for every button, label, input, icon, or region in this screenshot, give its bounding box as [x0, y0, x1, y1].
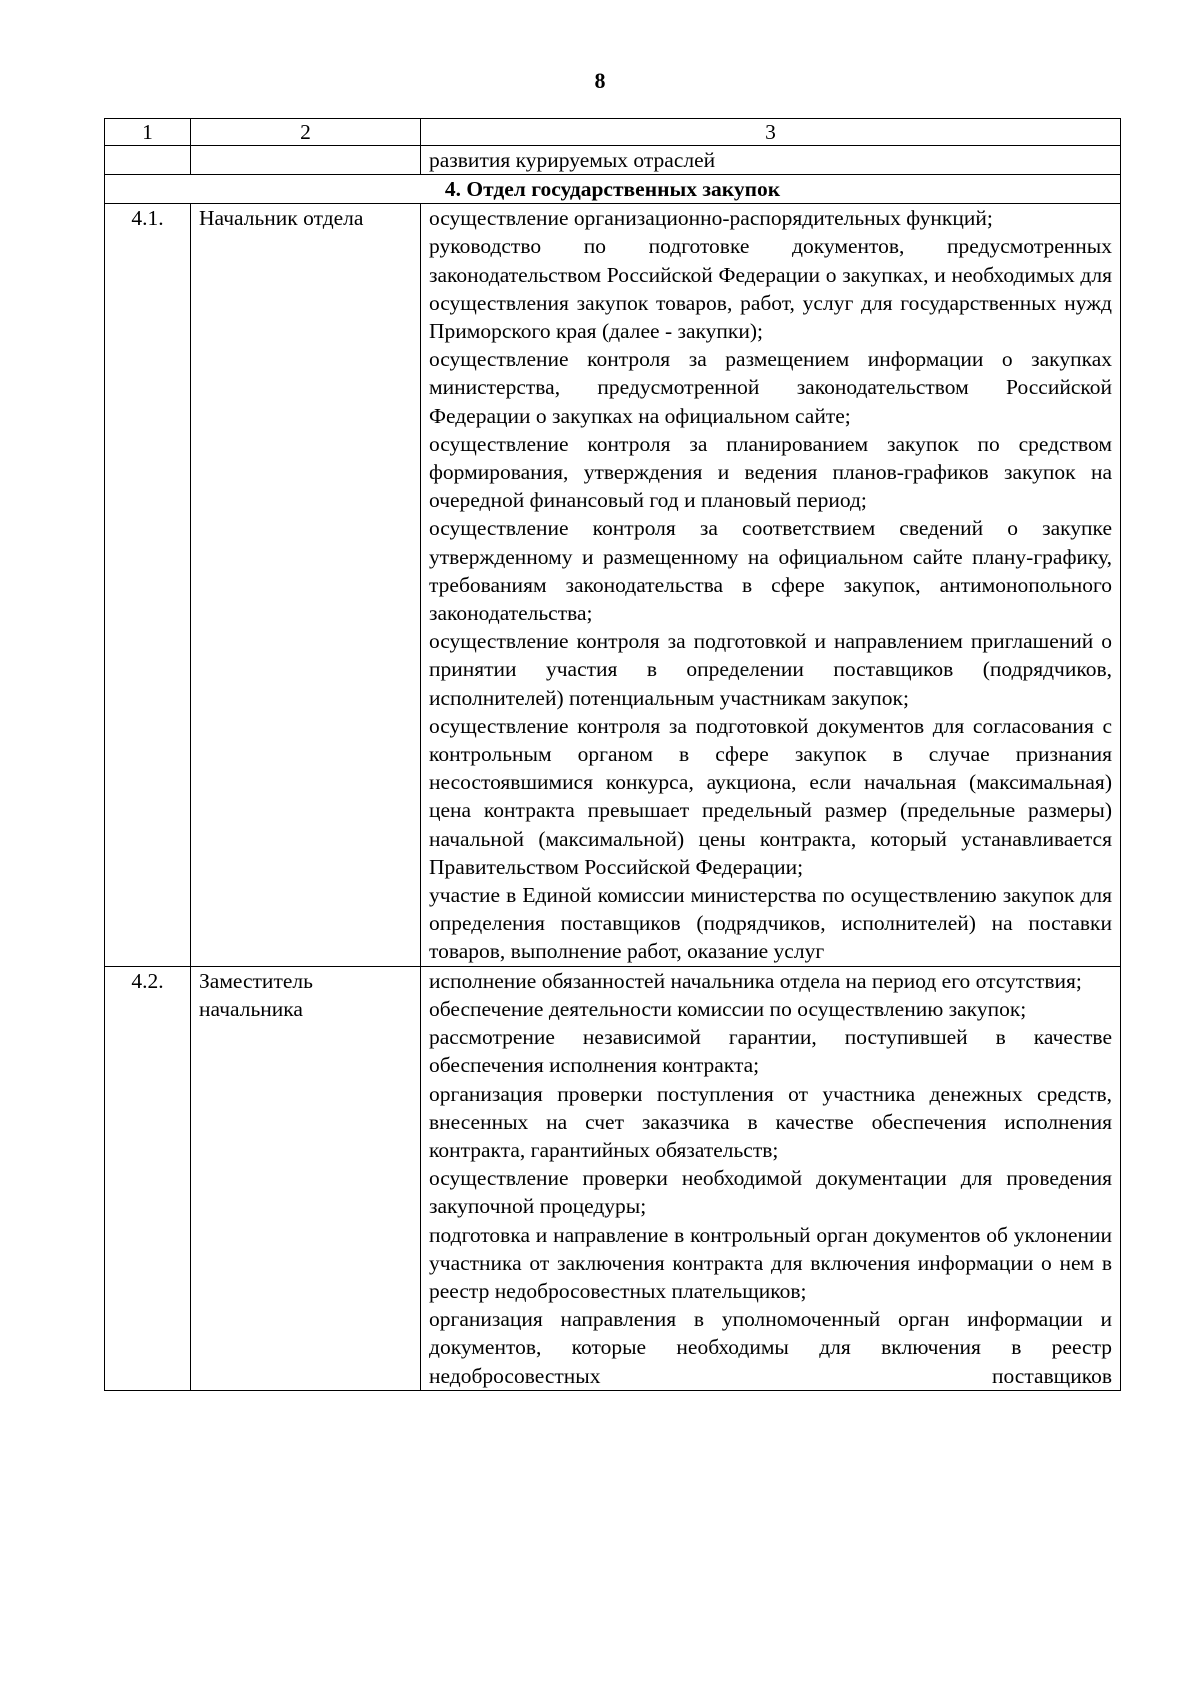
row-number: 4.1.	[105, 204, 191, 966]
row-duties	[421, 204, 1121, 966]
row-role: Заместитель начальника	[191, 966, 421, 1390]
duty-item: руководство по подготовке документов, предусмотренных законодательством Российской Федерации о закупках, и необходимых для осуществления закупок товаров, работ, услуг для государственных нужд Приморского края (далее - закупки);	[429, 234, 1112, 344]
continuation-empty-cell	[105, 146, 191, 175]
row-role: Начальник отдела	[191, 204, 421, 966]
duty-item: рассмотрение независимой гарантии, поступившей в качестве обеспечения исполнения контракта;	[429, 1025, 1112, 1078]
duty-item: исполнение обязанностей начальника отдела на период его отсутствия;	[429, 968, 1082, 993]
duty-item: организация направления в уполномоченный орган информации и документов, которые необходимы для включения в реестр недобросовестных поставщиков	[429, 1307, 1112, 1388]
duty-item: осуществление организационно-распорядительных функций;	[429, 206, 993, 231]
duty-item: организация проверки поступления от участника денежных средств, внесенных на счет заказчика в качестве обеспечения исполнения контракта, гарантийных обязательств;	[429, 1081, 1112, 1162]
duty-item: осуществление проверки необходимой документации для проведения закупочной процедуры;	[429, 1166, 1112, 1219]
continuation-text: развития курируемых отраслей	[421, 146, 1121, 175]
row-duties	[421, 966, 1121, 1390]
table-row	[105, 204, 1121, 966]
duty-item: осуществление контроля за планированием закупок по средством формирования, утверждения и ведения планов-графиков закупок на очередной финансовый год и плановый период;	[429, 431, 1112, 513]
column-number-2: 2	[191, 119, 421, 146]
row-number: 4.2.	[105, 966, 191, 1390]
page-number: 8	[594, 68, 606, 93]
continuation-empty-cell	[191, 146, 421, 175]
duty-item: осуществление контроля за подготовкой документов для согласования с контрольным органом в сфере закупок в случае признания несостоявшимися конкурса, аукциона, если начальная (максимальная) цена контракта превышает предельный размер (предельные размеры) начальной (максимальной) цены контракта, который устанавливается Правительством Российской Федерации;	[429, 713, 1112, 879]
table-row	[105, 966, 1121, 1390]
duty-item: обеспечение деятельности комиссии по осуществлению закупок;	[429, 996, 1027, 1021]
duty-item: осуществление контроля за соответствием сведений о закупке утвержденному и размещенному на официальном сайте плану-графику, требованиям законодательства в сфере закупок, антимонопольного законодательства;	[429, 516, 1112, 626]
continuation-row	[105, 146, 1121, 175]
section-heading: 4. Отдел государственных закупок	[105, 175, 1121, 204]
duty-item: подготовка и направление в контрольный орган документов об уклонении участника от заключения контракта для включения информации о нем в реестр недобросовестных плательщиков;	[429, 1222, 1112, 1303]
duty-item: осуществление контроля за подготовкой и направлением приглашений о принятии участия в определении поставщиков (подрядчиков, исполнителей) потенциальным участникам закупок;	[429, 629, 1112, 710]
section-heading-row	[105, 175, 1121, 204]
column-number-row	[105, 119, 1121, 146]
duties-table	[104, 118, 1121, 1391]
column-number-1: 1	[105, 119, 191, 146]
duty-item: осуществление контроля за размещением информации о закупках министерства, предусмотренной законодательством Российской Федерации о закупках на официальном сайте;	[429, 347, 1112, 428]
column-number-3: 3	[421, 119, 1121, 146]
duty-item: участие в Единой комиссии министерства по осуществлению закупок для определения поставщиков (подрядчиков, исполнителей) на поставки товаров, выполнение работ, оказание услуг	[429, 883, 1112, 964]
